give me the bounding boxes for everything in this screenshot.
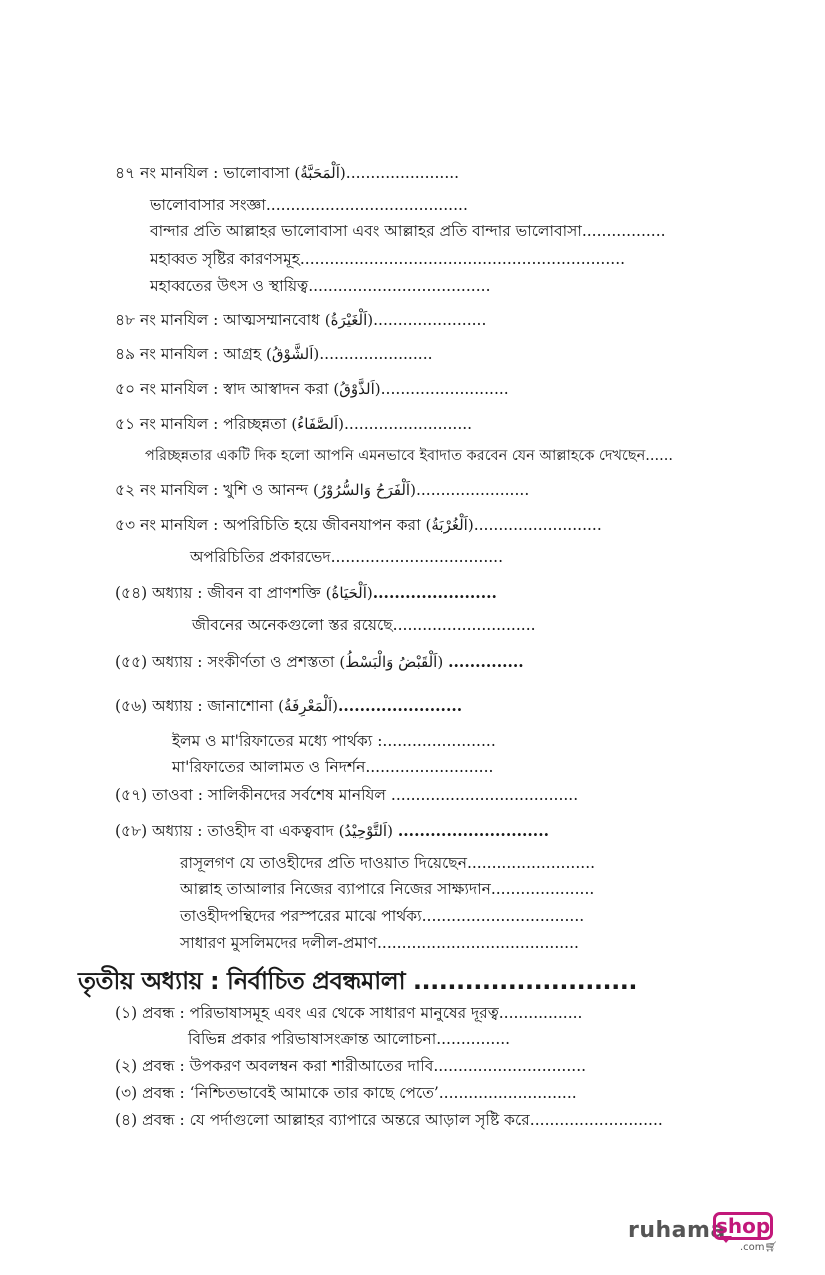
cart-icon: 🛒︎	[764, 1242, 778, 1253]
toc-essay-2[interactable]: (২) প্রবন্ধ : উপকরণ অবলম্বন করা শারীআতের দাবি...............................	[115, 1057, 587, 1075]
entry-title: সংকীর্ণতা ও প্রশস্ততা	[207, 653, 335, 671]
arabic-term: (اَلشَّوْقُ)	[266, 345, 320, 363]
leader-dots: .......................	[373, 311, 487, 329]
leader-dots: ......................................	[390, 786, 579, 804]
entry-number: ৪৯ নং মানযিল :	[115, 345, 219, 363]
toc-essay-1[interactable]: (১) প্রবন্ধ : পরিভাষাসমূহ এবং এর থেকে সাধারণ মানুষের দূরত্ব.................	[115, 1004, 583, 1022]
leader-dots: .......................	[338, 696, 463, 715]
entry-title: আগ্রহ	[223, 345, 262, 363]
arabic-term: (اَلْمَعْرِفَةُ)	[278, 697, 339, 715]
entry-number: ৫০ নং মানযিল :	[115, 380, 219, 398]
toc-subentry[interactable]: সাধারণ মুসলিমদের দলীল-প্রমাণ.........................................	[180, 934, 579, 952]
toc-subentry[interactable]: ভালোবাসার সংজ্ঞা.........................................	[150, 196, 468, 214]
arabic-term: (اَلْغَيْرَةُ)	[324, 311, 374, 329]
entry-number: (৫৭) তাওবা :	[115, 786, 203, 804]
toc-entry-50[interactable]	[115, 379, 509, 399]
toc-entry-55[interactable]	[115, 652, 524, 672]
toc-entry-54[interactable]	[115, 583, 497, 603]
toc-entry-56[interactable]	[115, 696, 462, 716]
arabic-term: (اَلْحَيَاةُ)	[325, 584, 373, 602]
toc-subentry[interactable]: মহাব্বত সৃষ্টির কারণসমূহ..................................................................	[150, 250, 626, 268]
entry-title: খুশি ও আনন্দ	[223, 481, 309, 499]
toc-entry-47[interactable]	[115, 163, 459, 183]
arabic-term: (اَلْغُرْبَةُ)	[425, 516, 474, 534]
speech-bubble-tail-icon	[720, 1236, 732, 1243]
leader-dots: .......................	[372, 583, 497, 602]
entry-number: ৫১ নং মানযিল :	[115, 415, 219, 433]
entry-title: জীবন বা প্রাণশক্তি	[207, 584, 321, 602]
toc-subentry[interactable]: জীবনের অনেকগুলো স্তর রয়েছে.............................	[192, 616, 536, 634]
leader-dots: .......................	[345, 164, 460, 182]
entry-number: ৪৭ নং মানযিল :	[115, 164, 219, 182]
toc-entry-48[interactable]	[115, 310, 486, 330]
leader-dots: ..............	[448, 652, 524, 671]
leader-dots: .......................	[319, 345, 433, 363]
arabic-term: (اَلْقَبْضُ وَالْبَسْطُ)	[339, 653, 444, 671]
logo-ruhama-text: ruhama	[628, 1218, 726, 1243]
toc-essay-3[interactable]: (৩) প্রবন্ধ : ‘নিশ্চিতভাবেই আমাকে তার কাছে পেতে’............................	[115, 1084, 577, 1102]
entry-title: জানাশোনা	[207, 697, 274, 715]
entry-number: (৫৮) অধ্যায় :	[115, 822, 203, 840]
entry-number: (৫৫) অধ্যায় :	[115, 653, 203, 671]
entry-number: (৫৪) অধ্যায় :	[115, 584, 203, 602]
entry-title: পরিচ্ছন্নতা	[223, 415, 287, 433]
toc-subentry[interactable]: মহাব্বতের উৎস ও স্থায়িত্ব.....................................	[150, 277, 491, 295]
toc-entry-53[interactable]	[115, 515, 602, 535]
toc-subentry[interactable]: রাসূলগণ যে তাওহীদের প্রতি দাওয়াত দিয়েছেন..........................	[180, 854, 596, 872]
toc-entry-49[interactable]	[115, 344, 433, 364]
entry-title: ভালোবাসা	[223, 164, 290, 182]
leader-dots: .......................	[415, 481, 530, 499]
leader-dots: ..........................	[473, 516, 602, 534]
entry-title: সালিকীনদের সর্বশেষ মানযিল	[207, 786, 386, 804]
arabic-term: (اَلْفَرَحُ وَالسُّرُوْرُ)	[313, 481, 416, 499]
toc-essay-4[interactable]: (৪) প্রবন্ধ : যে পর্দাগুলো আল্লাহর ব্যাপারে অন্তরে আড়াল সৃষ্টি করে...........................	[115, 1111, 663, 1129]
leader-dots: ..........................	[344, 415, 473, 433]
leader-dots: ..........................	[380, 380, 509, 398]
toc-entry-52[interactable]	[115, 480, 529, 500]
arabic-term: (اَلْمَحَبَّةُ)	[294, 164, 346, 182]
toc-entry-58[interactable]	[115, 821, 549, 841]
logo-com-text: .com🛒︎	[740, 1242, 778, 1253]
toc-subentry[interactable]: অপরিচিতির প্রকারভেদ...................................	[190, 548, 504, 566]
toc-subentry[interactable]: বিভিন্ন প্রকার পরিভাষাসংক্রান্ত আলোচনা...............	[188, 1030, 511, 1048]
arabic-term: (اَلصَّفَاءُ)	[291, 415, 344, 433]
entry-title: অপরিচিতি হয়ে জীবনযাপন করা	[223, 516, 421, 534]
arabic-term: (اَلتَّوْحِيْدُ)	[338, 822, 393, 840]
toc-entry-51[interactable]	[115, 414, 472, 434]
toc-subentry[interactable]: ইলম ও মা'রিফাতের মধ্যে পার্থক্য :.......................	[172, 732, 496, 750]
toc-subentry[interactable]: পরিচ্ছন্নতার একটি দিক হলো আপনি এমনভাবে ইবাদাত করবেন যেন আল্লাহকে দেখছেন......	[145, 448, 673, 464]
toc-entry-57[interactable]	[115, 785, 578, 805]
entry-title: স্বাদ আস্বাদন করা	[223, 380, 329, 398]
ruhamashop-logo	[628, 1212, 778, 1258]
entry-number: ৫২ নং মানযিল :	[115, 481, 219, 499]
entry-title: আত্মসম্মানবোধ	[223, 311, 320, 329]
toc-subentry[interactable]: মা'রিফাতের আলামত ও নিদর্শন..........................	[172, 758, 494, 776]
entry-number: ৪৮ নং মানযিল :	[115, 311, 219, 329]
arabic-term: (اَلذَّوْقُ)	[333, 380, 381, 398]
toc-subentry[interactable]: তাওহীদপন্থিদের পরস্পরের মাঝে পার্থক্য.................................	[180, 907, 585, 925]
entry-number: (৫৬) অধ্যায় :	[115, 697, 203, 715]
entry-title: তাওহীদ বা একত্ববাদ	[207, 822, 334, 840]
logo-shop-badge: shop	[713, 1212, 773, 1240]
toc-subentry[interactable]: বান্দার প্রতি আল্লাহর ভালোবাসা এবং আল্লাহর প্রতি বান্দার ভালোবাসা.................	[150, 222, 666, 240]
entry-number: ৫৩ নং মানযিল :	[115, 516, 219, 534]
leader-dots: ............................	[397, 821, 549, 840]
section-heading-part-3[interactable]: তৃতীয় অধ্যায় : নির্বাচিত প্রবন্ধমালা ..........................	[78, 967, 637, 995]
toc-subentry[interactable]: আল্লাহ তাআলার নিজের ব্যাপারে নিজের সাক্ষ্যদান.....................	[180, 880, 595, 898]
